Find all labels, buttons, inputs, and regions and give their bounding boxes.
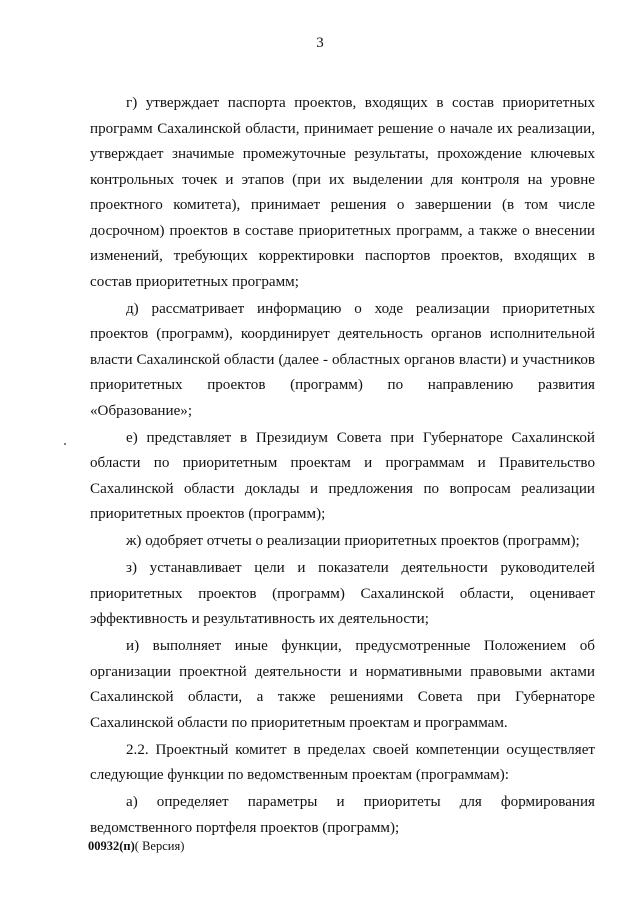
document-version-label: ( Версия)	[134, 839, 185, 853]
document-code: 00932(п)	[88, 839, 135, 853]
margin-speck	[64, 443, 66, 445]
paragraph-z: з) устанавливает цели и показатели деятельности руководителей приоритетных проектов (программ) Сахалинской области, оценивает эффективность и результативность их деятельности;	[90, 560, 595, 627]
page-number: 3	[316, 35, 324, 51]
document-footer	[88, 838, 184, 854]
paragraph-g: г) утверждает паспорта проектов, входящих в состав приоритетных программ Сахалинской области, принимает решение о начале их реализации, утверждает значимые промежуточные результаты, прохождение ключевых контрольных точек и этапов (при их выделении для контроля на уровне проектного комитета), принимает решения о завершении (в том числе досрочном) проектов в составе приоритетных программ, а также о внесении изменений, требующих корректировки паспортов проектов, входящих в состав приоритетных программ;	[90, 95, 595, 290]
paragraph-e: е) представляет в Президиум Совета при Губернаторе Сахалинской области по приоритетным проектам и программам и Правительство Сахалинской области доклады и предложения по вопросам реализации приоритетных проектов (программ);	[90, 429, 595, 522]
paragraph-d: д) рассматривает информацию о ходе реализации приоритетных проектов (программ), координирует деятельность органов исполнительной власти Сахалинской области (далее - областных органов власти) и участников приоритетных проектов (программ) по направлению развития «Образование»;	[90, 300, 595, 419]
paragraph-zh: ж) одобряет отчеты о реализации приоритетных проектов (программ);	[126, 533, 580, 549]
paragraph-i: и) выполняет иные функции, предусмотренные Положением об организации проектной деятельности и нормативными правовыми актами Сахалинской области, а также решениями Совета при Губернаторе Сахалинской области по приоритетным проектам и программам.	[90, 638, 595, 731]
document-body	[90, 91, 595, 841]
paragraph-2-2: 2.2. Проектный комитет в пределах своей компетенции осуществляет следующие функции по ведомственным проектам (программам):	[90, 741, 595, 783]
paragraph-a: а) определяет параметры и приоритеты для формирования ведомственного портфеля проектов (программ);	[90, 794, 595, 836]
